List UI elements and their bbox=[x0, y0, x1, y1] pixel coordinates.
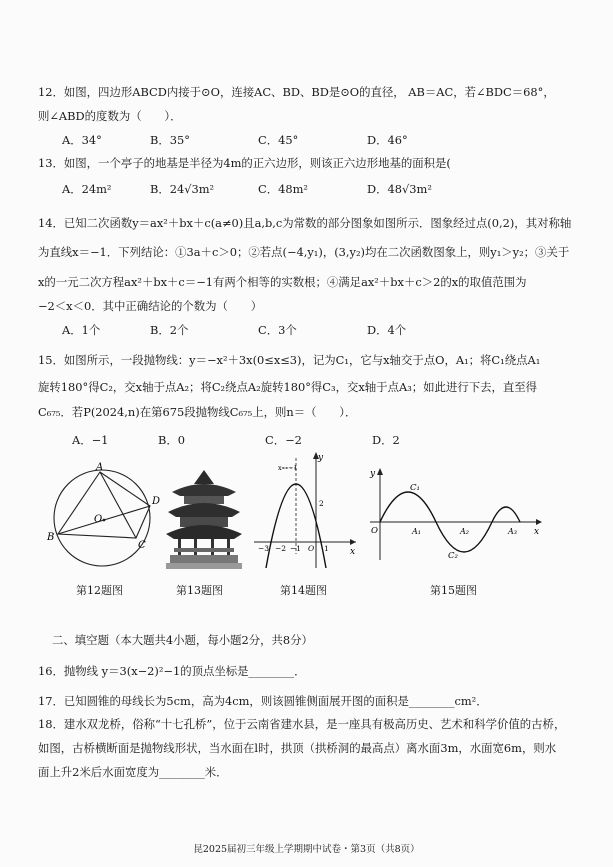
f15-label-y: y bbox=[370, 469, 376, 479]
f15-label-x: x bbox=[534, 527, 540, 537]
q13-option-d: D．48√3m² bbox=[367, 182, 432, 196]
q14-line2: 为直线x＝−1．下列结论：①3a＋c＞0；②若点(−4,y₁)，(3,y₂)均在二次函数图象上，则y₁＞y₂；③关于 bbox=[38, 245, 570, 259]
f14-tick-1: 1 bbox=[324, 544, 329, 553]
q15-line2: 旋转180°得C₂，交x轴于点A₂；将C₂绕点A₂旋转180°得C₃，交x轴于点A₃；如此进行下去，直至得 bbox=[38, 380, 538, 394]
caption-fig12: 第12题图 bbox=[76, 584, 123, 597]
q14-line4: −2＜x＜0．其中正确结论的个数为（ ） bbox=[38, 299, 263, 313]
caption-fig14: 第14题图 bbox=[280, 584, 327, 597]
f14-origin: O bbox=[308, 544, 315, 553]
q15-line3: C₆₇₅．若P(2024,n)在第675段抛物线C₆₇₅上，则n＝（ ）． bbox=[38, 405, 357, 419]
q12-option-d: D．46° bbox=[367, 133, 408, 147]
q13-option-b: B．24√3m² bbox=[150, 182, 215, 196]
caption-fig13: 第13题图 bbox=[176, 584, 223, 597]
q15-option-d: D．2 bbox=[372, 433, 400, 447]
q18-line3: 面上升2米后水面宽度为________米． bbox=[38, 765, 228, 779]
q12-option-a: A．34° bbox=[62, 133, 102, 147]
q18-line2: 如图，古桥横断面是抛物线形状，当水面在l时，拱顶（拱桥洞的最高点）离水面3m，水面宽6m，则水 bbox=[38, 741, 557, 755]
q12-line2: 则∠ABD的度数为（ ）． bbox=[38, 109, 182, 123]
f12-label-o: O bbox=[94, 514, 103, 525]
f12-label-b: B bbox=[47, 532, 55, 543]
q18-line1: 18．建水双龙桥，俗称“十七孔桥”，位于云南省建水县，是一座具有极高历史、艺术和科学价值的古桥， bbox=[38, 717, 566, 731]
q14-option-d: D．4个 bbox=[367, 323, 407, 337]
figure-14-parabola bbox=[252, 450, 360, 574]
f15-label-a2: A₂ bbox=[460, 527, 469, 536]
f14-tick-neg1: −1 bbox=[290, 544, 302, 553]
q15-option-c: C．−2 bbox=[265, 433, 302, 447]
f14-axis-label: x＝−1 bbox=[278, 464, 298, 472]
q13-line1: 13．如图，一个亭子的地基是半径为4m的正六边形，则该正六边形地基的面积是( bbox=[38, 156, 451, 170]
q14-option-c: C．3个 bbox=[258, 323, 297, 337]
f12-label-c: C bbox=[138, 540, 146, 551]
f14-tick-neg3: −3 bbox=[258, 544, 270, 553]
f15-label-c2: C₂ bbox=[448, 551, 458, 561]
q12-option-b: B．35° bbox=[150, 133, 190, 147]
figure-15-wave bbox=[366, 466, 546, 564]
figure-12-circle bbox=[44, 462, 164, 572]
caption-fig15: 第15题图 bbox=[430, 584, 477, 597]
q15-option-a: A．−1 bbox=[72, 433, 109, 447]
q14-line1: 14．已知二次函数y＝ax²＋bx＋c(a≠0)且a,b,c为常数的部分图象如图所示．图象经过点(0,2)，其对称轴 bbox=[38, 216, 572, 230]
f15-label-a1: A₁ bbox=[412, 527, 421, 536]
q12-line1: 12．如图，四边形ABCD内接于⊙O，连接AC、BD、BD是⊙O的直径， AB＝AC，若∠BDC＝68°， bbox=[38, 85, 555, 99]
q15-option-b: B．0 bbox=[158, 433, 186, 447]
f14-label-x: x bbox=[350, 547, 356, 557]
q15-line1: 15．如图所示，一段抛物线：y＝−x²＋3x(0≤x≤3)，记为C₁，它与x轴交于点O，A₁；将C₁绕点A₁ bbox=[38, 353, 541, 367]
f12-label-d: D bbox=[152, 496, 161, 507]
f15-label-a3: A₃ bbox=[508, 527, 517, 536]
q16-text: 16．抛物线 y＝3(x−2)²−1的顶点坐标是________． bbox=[38, 664, 306, 678]
q13-option-c: C．48m² bbox=[258, 182, 308, 196]
figure-13-pavilion bbox=[164, 462, 246, 572]
f14-tick-neg2: −2 bbox=[275, 544, 287, 553]
q17-text: 17．已知圆锥的母线长为5cm，高为4cm，则该圆锥侧面展开图的面积是________cm²． bbox=[38, 694, 488, 708]
section2-heading: 二、填空题（本大题共4小题，每小题2分，共8分） bbox=[52, 633, 313, 647]
f14-tick-2: 2 bbox=[319, 499, 324, 508]
q14-line3: x的一元二次方程ax²＋bx＋c＝−1有两个相等的实数根；④满足ax²＋bx＋c＞2的x的取值范围为 bbox=[38, 275, 527, 289]
q14-option-b: B．2个 bbox=[150, 323, 189, 337]
q14-option-a: A．1个 bbox=[62, 323, 101, 337]
q12-option-c: C．45° bbox=[258, 133, 299, 147]
f14-label-y: y bbox=[318, 453, 324, 463]
f12-label-a: A bbox=[96, 462, 104, 473]
f15-label-c1: C₁ bbox=[410, 483, 420, 493]
q13-option-a: A．24m² bbox=[62, 182, 112, 196]
f15-origin: O bbox=[371, 526, 378, 536]
page-footer: 昆2025届初三年级上学期期中试卷・第3页（共8页） bbox=[193, 844, 420, 855]
